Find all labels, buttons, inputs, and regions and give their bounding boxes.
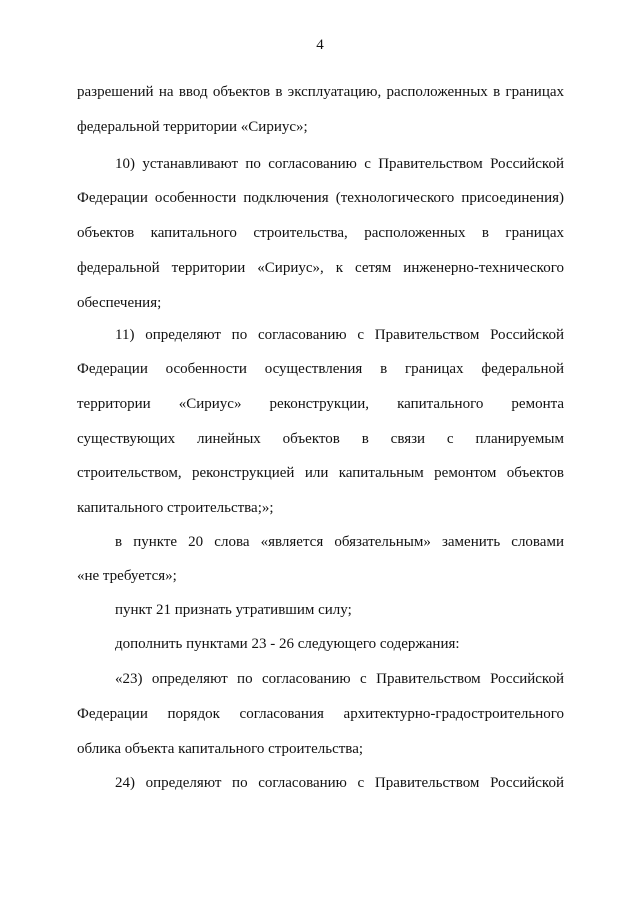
text-line: обеспечения; <box>77 295 162 311</box>
text-line: Федерации особенности осуществления в границах федеральной <box>77 361 564 377</box>
text-line: Федерации порядок согласования архитектурно-градостроительного <box>77 706 564 722</box>
text-line: 10) устанавливают по согласованию с Правительством Российской <box>115 156 564 172</box>
text-line: пункт 21 признать утратившим силу; <box>115 602 352 618</box>
text-line: капитального строительства;»; <box>77 500 274 516</box>
text-line: существующих линейных объектов в связи с планируемым <box>77 431 564 447</box>
text-line: «не требуется»; <box>77 568 177 584</box>
text-line: 24) определяют по согласованию с Правительством Российской <box>115 775 564 791</box>
text-line: территории «Сириус» реконструкции, капитального ремонта <box>77 396 564 412</box>
text-line: «23) определяют по согласованию с Правительством Российской <box>115 671 564 687</box>
text-line: Федерации особенности подключения (технологического присоединения) <box>77 190 564 206</box>
page-number: 4 <box>316 37 324 53</box>
text-line: дополнить пунктами 23 - 26 следующего содержания: <box>115 636 460 652</box>
text-line: объектов капитального строительства, расположенных в границах <box>77 225 564 241</box>
text-line: разрешений на ввод объектов в эксплуатацию, расположенных в границах <box>77 84 564 100</box>
text-line: 11) определяют по согласованию с Правительством Российской <box>115 327 564 343</box>
text-line: строительством, реконструкцией или капитальным ремонтом объектов <box>77 465 564 481</box>
text-line: федеральной территории «Сириус», к сетям инженерно-технического <box>77 260 564 276</box>
text-line: облика объекта капитального строительства; <box>77 741 364 757</box>
text-line: в пункте 20 слова «является обязательным» заменить словами <box>115 534 564 550</box>
text-line: федеральной территории «Сириус»; <box>77 119 308 135</box>
